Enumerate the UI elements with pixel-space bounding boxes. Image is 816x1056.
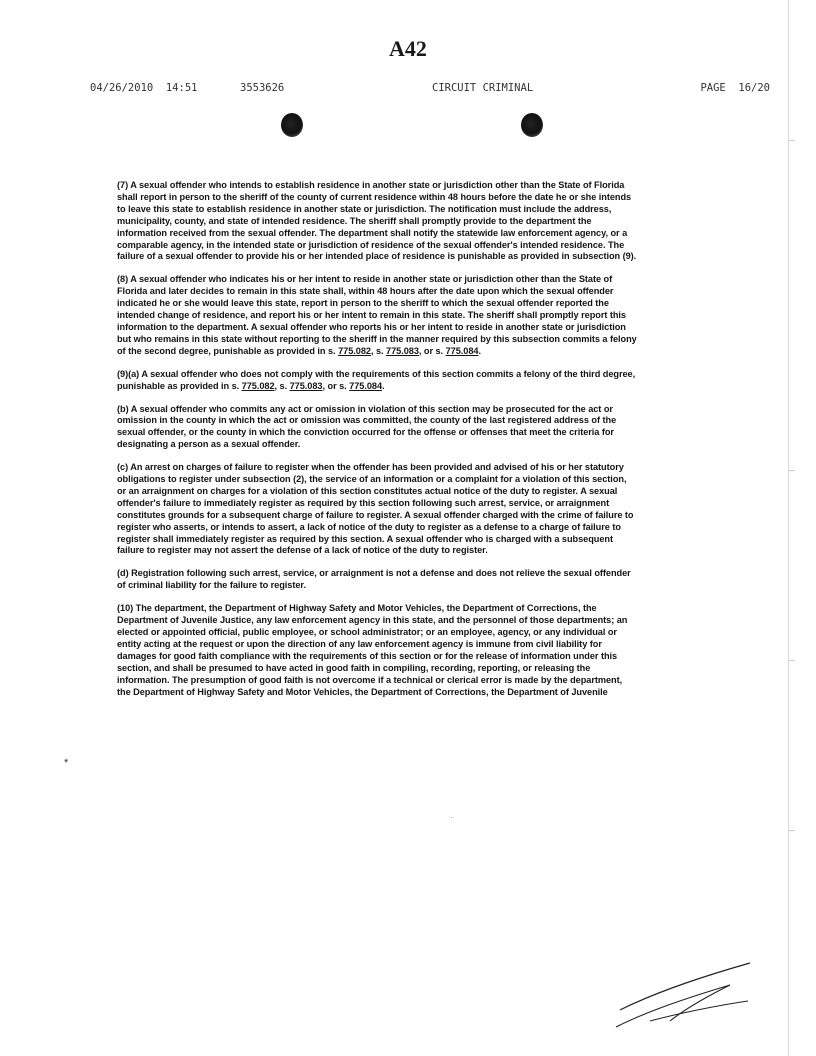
fax-department: CIRCUIT CRIMINAL — [432, 82, 534, 94]
fax-datetime: 04/26/2010 14:51 — [90, 82, 198, 94]
edge-tick — [789, 470, 795, 471]
statute-link[interactable]: 775.082 — [241, 380, 275, 391]
page-edge-rule — [788, 0, 789, 1056]
statute-link[interactable]: 775.084 — [349, 380, 383, 391]
fax-page-number: PAGE 16/20 — [700, 82, 770, 94]
margin-asterisk: * — [64, 757, 69, 769]
punch-hole-left — [281, 113, 303, 137]
paragraph-8-text: (8) A sexual offender who indicates his or her intent to reside in another state or jurisdiction other than the State of Florida and later decides to remain in this state shall, within 48 hours after the date upon which the sexual offender indicated he or she would leave this state, report in person to the sheriff to which the sexual offender reported the intended change of residence, and report his or her intent to remain in this state. The sheriff shall promptly report this information to the department. A sexual offender who reports his or her intent to reside in another state or jurisdiction but who remains in this state without reporting to the sheriff in the manner required by this subsection commits a felony of the second degree, punishable as provided in s. — [117, 274, 637, 356]
paragraph-9a-text: (9)(a) A sexual offender who does not comply with the requirements of this section commits a felony of the third degree, punishable as provided in s. — [117, 368, 636, 391]
paragraph-10: (10) The department, the Department of Highway Safety and Motor Vehicles, the Department of Corrections, the Department of Juvenile Justice, any law enforcement agency in this state, and the personnel of those departments; an elected or appointed official, public employee, or school administrator; or an employee, agency, or any individual or entity acting at the request or upon the direction of any law enforcement agency is immune from civil liability for damages for good faith compliance with the requirements of this section or for the release of information under this section, and shall be presumed to have acted in good faith in compiling, recording, reporting, or releasing the information. The presumption of good faith is not overcome if a technical or clerical error is made by the department, the Department of Highway Safety and Motor Vehicles, the Department of Corrections, the Department of Juvenile — [117, 603, 628, 697]
punch-hole-right — [521, 113, 543, 137]
paragraph-8: (8) A sexual offender who indicates his or her intent to reside in another state or jurisdiction other than the State of Florida and later decides to remain in this state shall, within 48 hours after the date upon which the sexual offender indicated he or she would leave this state, report in person to the sheriff to which the sexual offender reported the intended change of residence, and report his or her intent to remain in this state. The sheriff shall promptly report this information to the department. A sexual offender who reports his or her intent to reside in another state or jurisdiction but who remains in this state without reporting to the sheriff in the manner required by this subsection commits a felony of the second degree, punishable as provided in s. 775.082, s. 775.083, or s. 775.084. — [117, 274, 637, 356]
edge-tick — [789, 830, 795, 831]
paragraph-9b: (b) A sexual offender who commits any act or omission in violation of this section may be prosecuted for the act or omission in the county in which the act or omission was committed, the county of the last registered address of the sexual offender, or the county in which the conviction occurred for the offense or offenses that meet the criteria for designating a person as a sexual offender. — [117, 403, 617, 450]
fax-number: 3553626 — [240, 82, 285, 94]
fax-header — [90, 82, 770, 98]
statute-body — [117, 180, 637, 709]
paragraph-9d: (d) Registration following such arrest, service, or arraignment is not a defense and does not relieve the sexual offender of criminal liability for the failure to register. — [117, 568, 631, 591]
exhibit-label: A42 — [389, 36, 427, 61]
edge-tick — [789, 660, 795, 661]
statute-link[interactable]: 775.083 — [289, 380, 323, 391]
handwritten-initials — [610, 955, 760, 1035]
paragraph-9c: (c) An arrest on charges of failure to register when the offender has been provided and advised of his or her statutory obligations to register under subsection (2), the service of an information or a complaint for a violation of this section, or an arraignment on charges for a violation of this section constitutes actual notice of the duty to register. A sexual offender's failure to immediately register as required by this section following such arrest, service, or arraignment constitutes grounds for a subsequent charge of failure to register. A sexual offender charged with the crime of failure to register who asserts, or intends to assert, a lack of notice of the duty to register as a defense to a charge of failure to register shall immediately register as required by this section. A sexual offender who is charged with a subsequent failure to register may not assert the defense of a lack of notice of the duty to register. — [117, 462, 634, 556]
edge-tick — [789, 140, 795, 141]
statute-link[interactable]: 775.083 — [386, 345, 419, 356]
paragraph-9a: (9)(a) A sexual offender who does not comply with the requirements of this section commits a felony of the third degree, punishable as provided in s. 775.082, s. 775.083, or s. 775.084. — [117, 368, 636, 391]
statute-link[interactable]: 775.084 — [445, 345, 479, 356]
paragraph-7: (7) A sexual offender who intends to establish residence in another state or jurisdiction other than the State of Florida shall report in person to the sheriff of the county of current residence within 48 hours before the date he or she intends to leave this state to establish residence in another state or jurisdiction. The notification must include the address, municipality, county, and state of intended residence. The sheriff shall promptly provide to the department the information received from the sexual offender. The department shall notify the statewide law enforcement agency, or a comparable agency, in the intended state or jurisdiction of residence of the sexual offender's intended residence. The failure of a sexual offender to provide his or her intended place of residence is punishable as provided in subsection (9). — [117, 180, 637, 262]
statute-link[interactable]: 775.082 — [338, 345, 371, 356]
scan-smudge: · — [450, 812, 453, 822]
